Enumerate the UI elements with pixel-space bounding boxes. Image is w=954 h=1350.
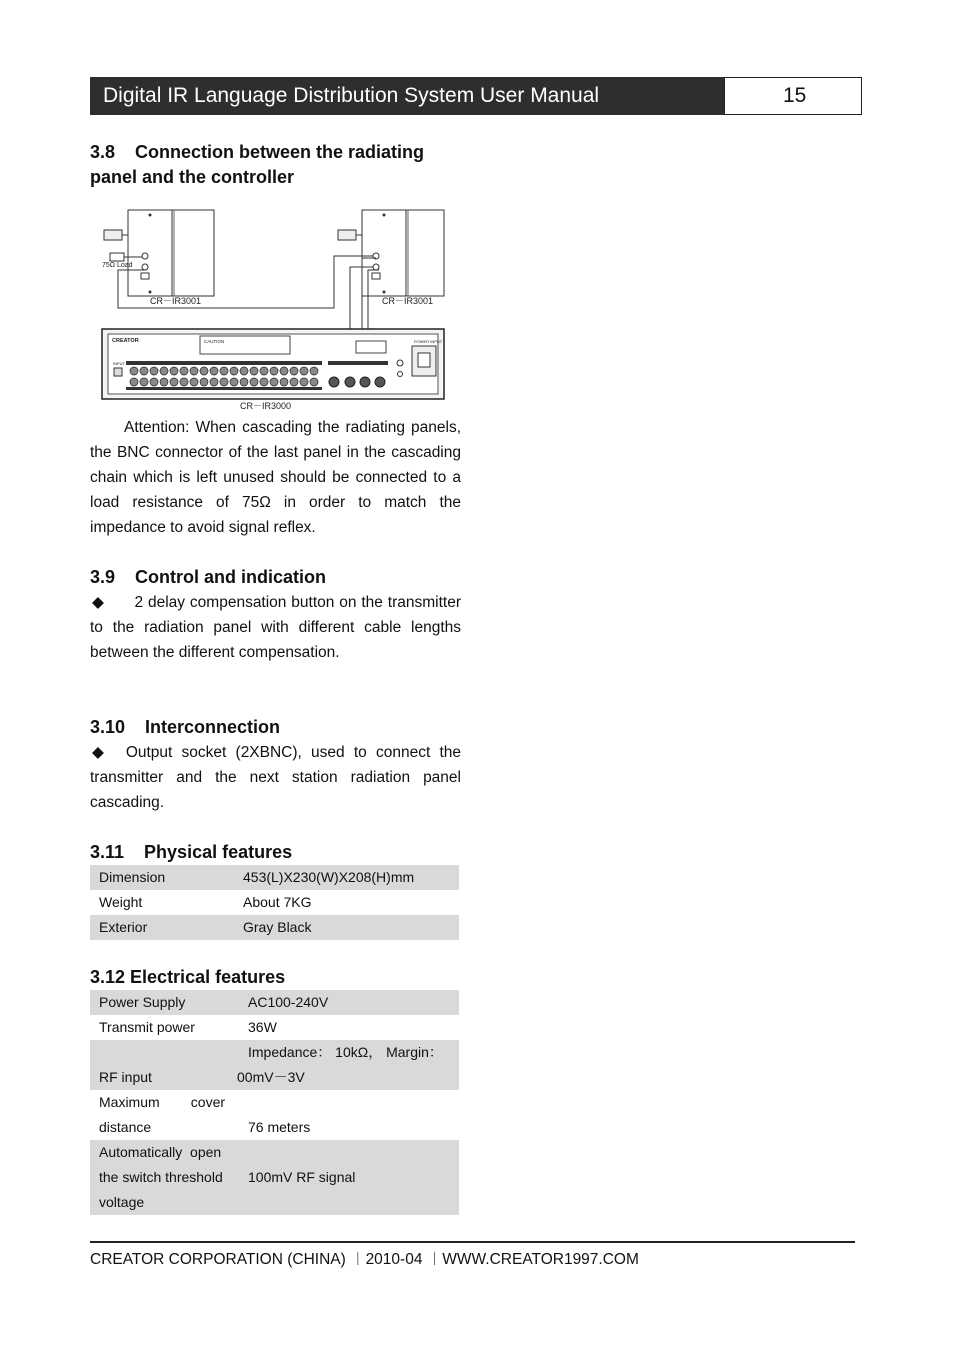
power-input-text: POWER INPUT	[414, 339, 443, 344]
table-cell-value: Impedance： 10kΩ， Margin：	[239, 1040, 459, 1065]
controller-brand: CREATOR	[112, 338, 139, 344]
table-cell-label: Maximum cover	[99, 1094, 226, 1110]
section-3-10-body: Output socket (2XBNC), used to connect the transmitter and the next station radiation panel cascading.	[90, 744, 461, 811]
load-label: 75Ω Load	[102, 262, 133, 269]
section-3-11-heading: 3.11 Physical features	[90, 842, 293, 862]
table-cell-value: 36W	[248, 1019, 277, 1035]
section-3-10-heading: 3.10 Interconnection	[90, 717, 281, 737]
manual-title: Digital IR Language Distribution System User Manual	[90, 77, 724, 115]
table-row	[90, 865, 459, 890]
table-cell-value	[239, 1090, 459, 1115]
table-cell-label: Power Supply	[90, 990, 239, 1015]
connection-diagram	[100, 208, 446, 413]
page-footer: CREATOR CORPORATION (CHINA) ︱2010-04 ︱WWW.CREATOR1997.COM	[90, 1251, 639, 1268]
table-cell-label: Automatically open	[90, 1140, 239, 1165]
table-cell-label	[90, 1040, 239, 1065]
table-row	[90, 1090, 459, 1115]
table-cell-value	[239, 1140, 459, 1165]
table-cell-value: 100mV RF signal	[239, 1165, 459, 1190]
bullet-icon: ◆	[92, 744, 109, 761]
table-cell-value: AC100-240V	[239, 990, 459, 1015]
physical-features-table	[90, 865, 459, 940]
table-cell-value: 453(L)X230(W)X208(H)mm	[234, 865, 459, 890]
section-3-9-body: 2 delay compensation button on the transmitter to the radiation panel with different cable lengths between the different compensation.	[90, 594, 462, 661]
table-row	[90, 990, 459, 1015]
table-cell-label: voltage	[90, 1190, 239, 1215]
table-row	[90, 1165, 459, 1190]
table-row	[90, 1115, 459, 1140]
caution-text: CAUTION	[204, 339, 225, 344]
table-cell-value: About 7KG	[243, 894, 312, 910]
panel-left-label: CR－IR3001	[150, 296, 202, 306]
electrical-features-table	[90, 990, 459, 1215]
table-row	[90, 1190, 459, 1215]
section-3-8-heading-line2: panel and the controller	[90, 167, 295, 187]
table-cell-label: Weight	[99, 894, 143, 910]
controller-unit	[102, 329, 444, 399]
table-cell-value	[239, 1190, 459, 1215]
rf-input-value-line2: 00mV－3V	[237, 1069, 305, 1085]
footer-divider	[90, 1241, 855, 1243]
table-row	[90, 915, 459, 940]
section-3-9-text	[90, 590, 461, 665]
table-cell-label: the switch threshold	[90, 1165, 239, 1190]
table-row	[90, 1065, 459, 1090]
section-3-8-heading-line1: 3.8 Connection between the radiating	[90, 142, 425, 162]
page-header	[90, 77, 862, 115]
page-number: 15	[724, 77, 862, 115]
table-cell-value: Gray Black	[234, 915, 459, 940]
table-row	[90, 1015, 459, 1040]
table-row	[90, 1040, 459, 1065]
section-3-9-heading: 3.9 Control and indication	[90, 567, 327, 587]
bullet-icon: ◆	[92, 594, 105, 611]
controller-label: CR－IR3000	[240, 401, 292, 411]
panel-right-label: CR－IR3001	[382, 296, 434, 306]
table-cell-label	[90, 1065, 459, 1090]
input-text: INPUT	[113, 361, 125, 366]
section-3-10-text	[90, 740, 461, 815]
table-cell-label: Dimension	[90, 865, 234, 890]
table-cell-label: Exterior	[90, 915, 234, 940]
table-row	[90, 1140, 459, 1165]
section-3-12-heading: 3.12 Electrical features	[90, 967, 286, 987]
table-cell-label: distance	[99, 1119, 152, 1135]
table-cell-label: Transmit power	[99, 1019, 195, 1035]
table-row	[90, 890, 459, 915]
table-cell-value: 76 meters	[248, 1119, 311, 1135]
section-3-8-heading	[90, 140, 424, 190]
rf-input-label: RF input	[99, 1069, 152, 1085]
radiating-panel-right	[338, 210, 444, 296]
section-3-8-paragraph: Attention: When cascading the radiating panels, the BNC connector of the last panel in the cascading chain which is left unused should be connected to a load resistance of 75Ω in order to match the impedance to avoid signal reflex.	[90, 419, 461, 536]
